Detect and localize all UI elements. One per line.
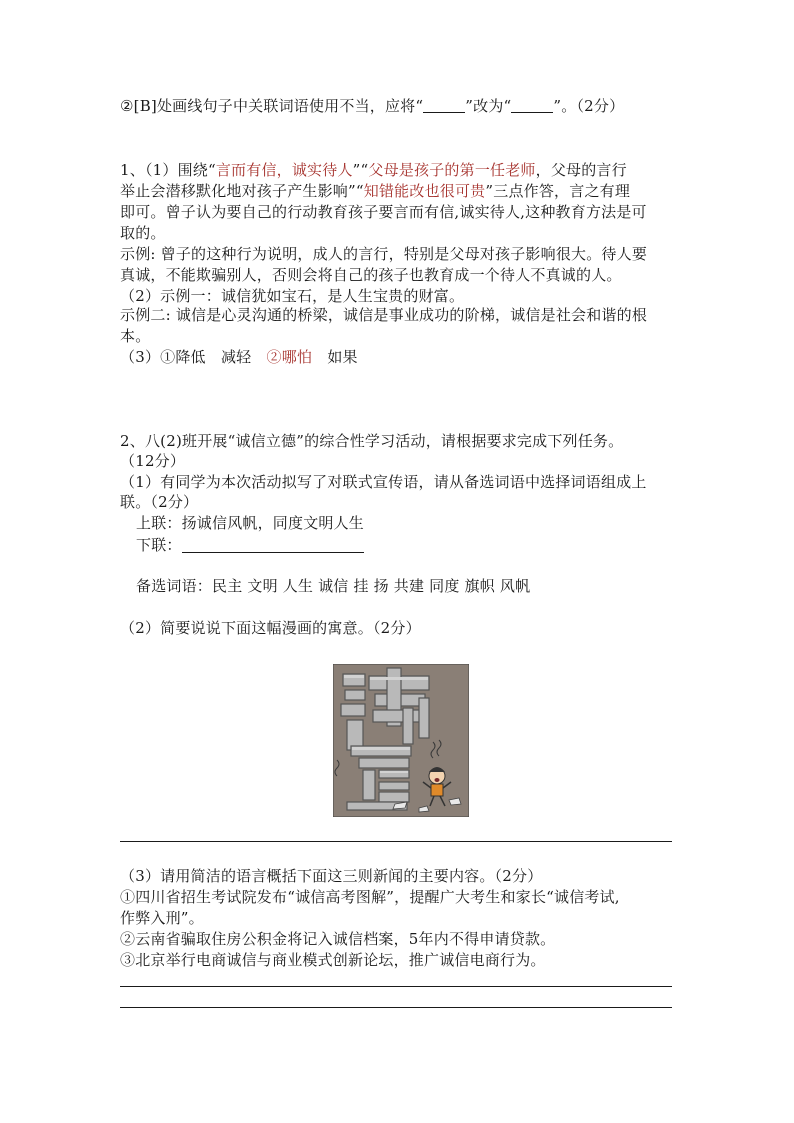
couplet-lower-input[interactable]: [182, 537, 364, 553]
answer-text: ，父母的言行: [535, 161, 627, 179]
answer-highlight: ②哪怕: [266, 348, 313, 366]
question-2-score: （12分）: [120, 452, 186, 470]
answer-text: ”“: [348, 182, 364, 200]
answer-blank-2[interactable]: [511, 98, 553, 113]
answer-1-line-3: 即可。曾子认为要自己的行动教育孩子要言而有信,诚实待人,这种教育方法是可: [120, 203, 647, 221]
answer-blank-1[interactable]: [423, 98, 465, 113]
news-item-3: ③北京举行电商诚信与商业模式创新论坛，推广诚信电商行为。: [120, 951, 546, 969]
answer-text: 1、（1）围绕“: [120, 161, 216, 179]
answer-text: ”“: [352, 161, 369, 179]
couplet-upper: 上联：扬诚信风帆，同度文明人生: [136, 514, 365, 532]
question-2-part-3: （3）请用简洁的语言概括下面这三则新闻的主要内容。（2分）: [120, 867, 543, 885]
cartoon-caption: 诚信: [401, 814, 403, 815]
couplet-lower: [136, 535, 364, 556]
question-2-part-1: （1）有同学为本次活动拟写了对联式宣传语，请从备选词语中选择词语组成上: [120, 473, 647, 491]
answer-highlight: 知错能改也很可贵: [363, 182, 486, 200]
answer-1-line-2: [120, 181, 630, 202]
answer-1-line-5: 示例: 曾子的这种行为说明，成人的言行，特别是父母对孩子影响很大。待人要: [120, 245, 648, 263]
question-2-intro: 2、八(2)班开展“诚信立德”的综合性学习活动，请根据要求完成下列任务。: [120, 432, 624, 450]
news-item-1-cont: 作弊入刑”。: [120, 909, 204, 927]
answer-1-line-6: 真诚，不能欺骗别人，否则会将自己的孩子也教育成一个待人不真诚的人。: [120, 266, 622, 284]
answer-text: 举止会潜移默化地对孩子产生影响: [120, 182, 349, 200]
answer-1-line-1: [120, 160, 627, 181]
news-item-2: ②云南省骗取住房公积金将记入诚信档案，5年内不得申请贷款。: [120, 930, 556, 948]
question-b: [120, 96, 624, 117]
answer-2-line-2: 示例二: 诚信是心灵沟通的桥梁，诚信是事业成功的阶梯，诚信是社会和谐的根: [120, 306, 648, 324]
question-b-score: ”。（2分）: [553, 97, 625, 115]
news-item-1: ①四川省招生考试院发布“诚信高考图解”，提醒广大考生和家长“诚信考试,: [120, 888, 620, 906]
answer-line-part-3-a[interactable]: [120, 986, 672, 987]
answer-highlight: 言而有信，诚实待人: [215, 161, 353, 179]
question-2-part-1-cont: 联。（2分）: [120, 493, 199, 511]
answer-text: ”三点作答，言之有理: [485, 182, 631, 200]
answer-3-line: [120, 347, 358, 368]
question-2-part-2: （2）简要说说下面这幅漫画的寓意。（2分）: [120, 619, 421, 637]
answer-highlight: 父母是孩子的第一任老师: [368, 161, 536, 179]
answer-line-part-2[interactable]: [120, 841, 672, 842]
couplet-lower-label: 下联：: [136, 536, 182, 554]
answer-text: 如果: [312, 348, 358, 366]
question-b-text: ②[B]处画线句子中关联词语使用不当，应将“: [120, 97, 424, 115]
answer-line-part-3-b[interactable]: [120, 1007, 672, 1008]
answer-2-line-1: （2）示例一：诚信犹如宝石，是人生宝贵的财富。: [120, 287, 465, 305]
answer-text: （3）①降低 减轻: [120, 348, 267, 366]
answer-2-line-3: 本。: [120, 327, 151, 345]
candidate-words: 备选词语：民主 文明 人生 诚信 挂 扬 共建 同度 旗帜 风帆: [136, 577, 531, 595]
question-b-mid: ”改为“: [465, 97, 512, 115]
integrity-cartoon-image: [333, 664, 469, 817]
answer-1-line-4: 取的。: [120, 224, 166, 242]
